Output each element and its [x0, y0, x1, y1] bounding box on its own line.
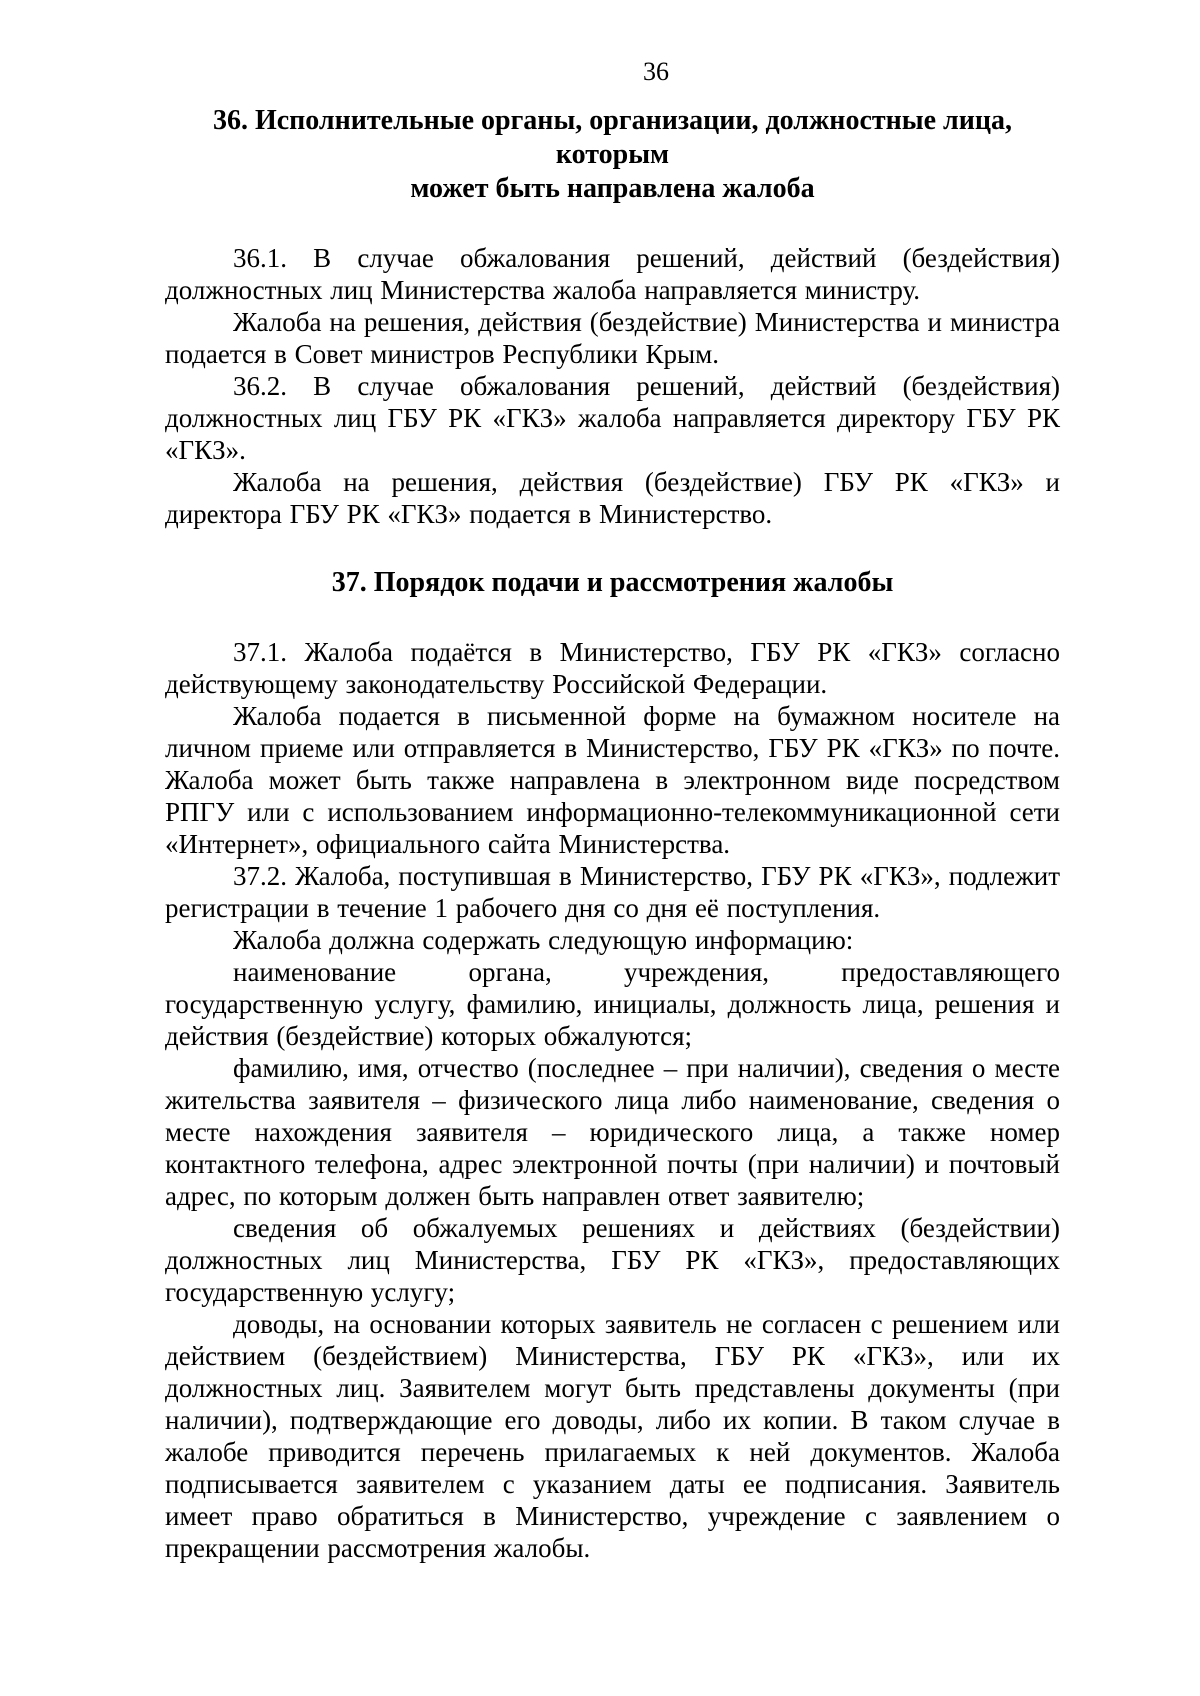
paragraph-37-2-info-intro: Жалоба должна содержать следующую информацию:	[233, 925, 854, 955]
page-number: 36	[643, 57, 669, 86]
paragraph-37-2: 37.2. Жалоба, поступившая в Министерство, ГБУ РК «ГКЗ», подлежит регистрации в течение 1 рабочего дня со дня её поступления.	[165, 861, 1060, 923]
section-36-heading-line-2: может быть направлена жалоба	[410, 173, 815, 204]
document-content	[165, 104, 1060, 1564]
paragraph-info-item-arguments: доводы, на основании которых заявитель не согласен с решением или действием (бездействием) Министерства, ГБУ РК «ГКЗ», или их должностных лиц. Заявителем могут быть представлены документы (при наличии), подтверждающие его доводы, либо их копии. В таком случае в жалобе приводится перечень прилагаемых к ней документов. Жалоба подписывается заявителем с указанием даты ее подписания. Заявитель имеет право обратиться в Министерство, учреждение с заявлением о прекращении рассмотрения жалобы.	[165, 1309, 1060, 1563]
paragraph-info-item-authority: наименование органа, учреждения, предоставляющего государственную услугу, фамилию, инициалы, должность лица, решения и действия (бездействие) которых обжалуются;	[165, 957, 1060, 1051]
paragraph-36-1: 36.1. В случае обжалования решений, действий (бездействия) должностных лиц Министерства жалоба направляется министру.	[165, 243, 1060, 305]
paragraph-37-1: 37.1. Жалоба подаётся в Министерство, ГБУ РК «ГКЗ» согласно действующему законодательству Российской Федерации.	[165, 637, 1060, 699]
section-37-heading	[165, 566, 1060, 600]
paragraph-36-2: 36.2. В случае обжалования решений, действий (бездействия) должностных лиц ГБУ РК «ГКЗ» жалоба направляется директору ГБУ РК «ГКЗ».	[165, 371, 1060, 465]
paragraph-36-1-continued: Жалоба на решения, действия (бездействие) Министерства и министра подается в Совет министров Республики Крым.	[165, 307, 1060, 369]
paragraph-37-1-filing-form: Жалоба подается в письменной форме на бумажном носителе на личном приеме или отправляется в Министерство, ГБУ РК «ГКЗ» по почте. Жалоба может быть также направлена в электронном виде посредством РПГУ или с использованием информационно-телекоммуникационной сети «Интернет», официального сайта Министерства.	[165, 701, 1060, 859]
section-36-heading-line-1: 36. Исполнительные органы, организации, должностные лица, которым	[212, 105, 1013, 170]
paragraph-36-2-continued: Жалоба на решения, действия (бездействие) ГБУ РК «ГКЗ» и директора ГБУ РК «ГКЗ» подается в Министерство.	[165, 467, 1060, 529]
paragraph-info-item-decisions: сведения об обжалуемых решениях и действиях (бездействии) должностных лиц Министерства, ГБУ РК «ГКЗ», предоставляющих государственную услугу;	[165, 1213, 1060, 1307]
section-36-heading	[165, 104, 1060, 206]
paragraph-info-item-applicant: фамилию, имя, отчество (последнее – при наличии), сведения о месте жительства заявителя – физического лица либо наименование, сведения о месте нахождения заявителя – юридического лица, а также номер контактного телефона, адрес электронной почты (при наличии) и почтовый адрес, по которым должен быть направлен ответ заявителю;	[165, 1053, 1060, 1211]
section-37-heading-line-1: 37. Порядок подачи и рассмотрения жалобы	[331, 567, 894, 598]
